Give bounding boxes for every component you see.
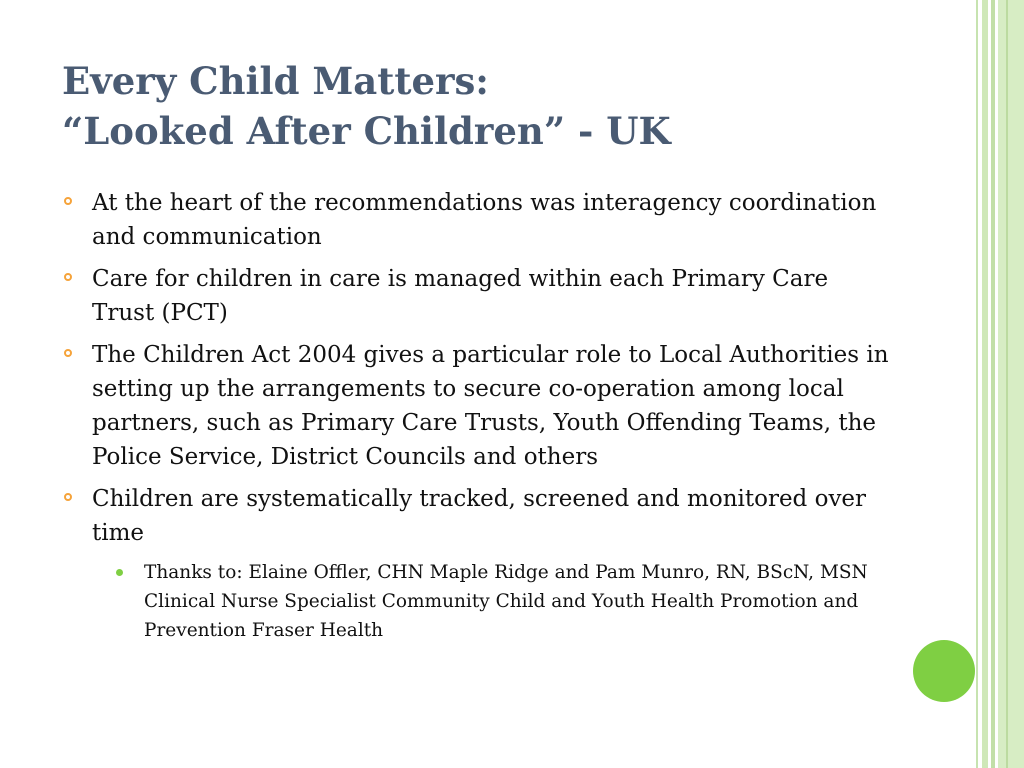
bullet-text: At the heart of the recommendations was interagency coordination and communication	[92, 190, 877, 250]
orange-ring-bullet-icon	[64, 493, 72, 501]
bullet-list	[62, 186, 892, 653]
sub-bullet-item	[92, 558, 892, 645]
bullet-item	[62, 338, 892, 474]
orange-ring-bullet-icon	[64, 273, 72, 281]
right-border-stripe	[1006, 0, 1008, 768]
bullet-item	[62, 186, 892, 254]
slide-title-line-2: “Looked After Children” - UK	[62, 109, 671, 153]
slide-title	[62, 56, 671, 156]
bullet-item	[62, 262, 892, 330]
right-border-stripe	[998, 0, 1024, 768]
bullet-item	[62, 482, 892, 645]
slide-title-line-1: Every Child Matters:	[62, 59, 489, 103]
right-border-stripe	[991, 0, 995, 768]
green-dot-bullet-icon	[116, 569, 123, 576]
bullet-text: The Children Act 2004 gives a particular role to Local Authorities in setting up the arrangements to secure co-operation among local partners, such as Primary Care Trusts, Youth Offending Teams, the Police Service, District Councils and others	[92, 342, 889, 470]
green-circle-icon	[913, 640, 975, 702]
sub-bullet-text: Thanks to: Elaine Offler, CHN Maple Ridge and Pam Munro, RN, BScN, MSN Clinical Nurse Specialist Community Child and Youth Health Promotion and Prevention Fraser Health	[144, 562, 868, 641]
right-border-stripe	[982, 0, 988, 768]
orange-ring-bullet-icon	[64, 197, 72, 205]
bullet-text: Children are systematically tracked, screened and monitored over time	[92, 486, 867, 546]
bullet-text: Care for children in care is managed within each Primary Care Trust (PCT)	[92, 266, 829, 326]
right-border-stripe	[976, 0, 978, 768]
sub-bullet-list	[92, 558, 892, 645]
orange-ring-bullet-icon	[64, 349, 72, 357]
